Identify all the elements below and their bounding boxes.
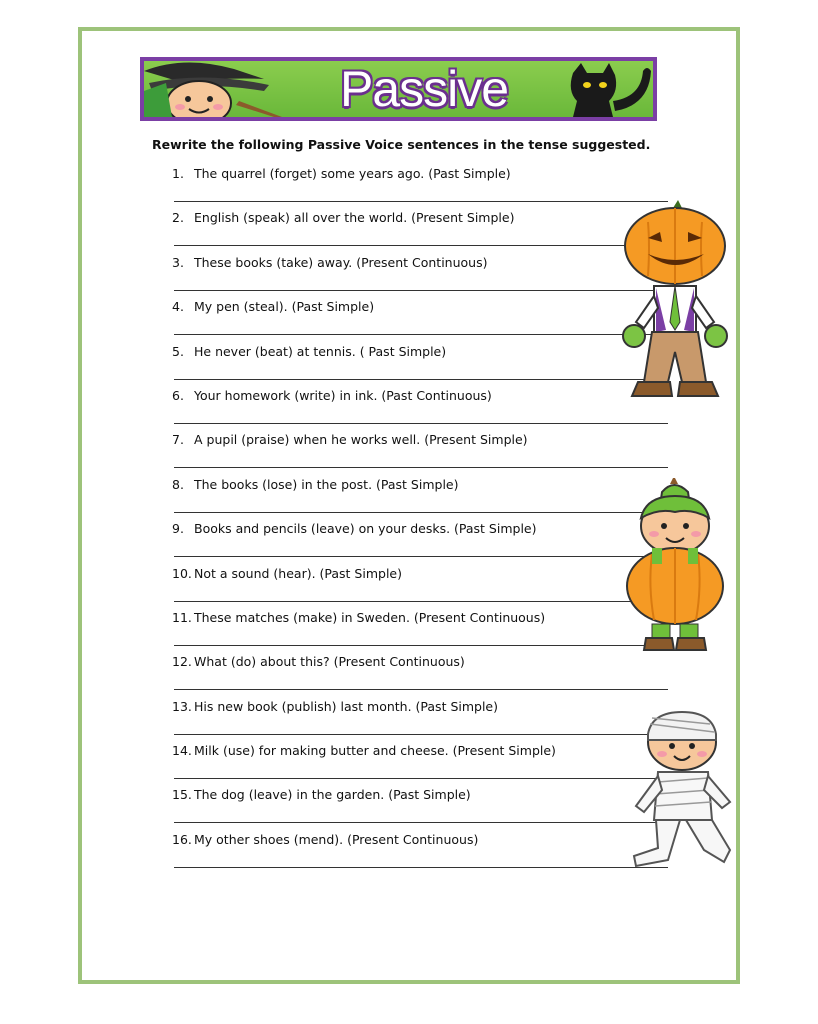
question-number: 4. bbox=[172, 299, 184, 315]
answer-line[interactable] bbox=[174, 601, 668, 602]
question-item bbox=[172, 699, 672, 743]
question-list bbox=[172, 166, 672, 876]
question-text: English (speak) all over the world. (Present Simple) bbox=[194, 210, 515, 226]
question-number: 11. bbox=[172, 609, 192, 625]
question-item bbox=[172, 210, 672, 254]
question-number: 13. bbox=[172, 698, 192, 714]
answer-line[interactable] bbox=[174, 334, 668, 335]
answer-line[interactable] bbox=[174, 379, 668, 380]
answer-line[interactable] bbox=[174, 467, 668, 468]
title-banner bbox=[140, 57, 657, 121]
question-number: 6. bbox=[172, 387, 184, 403]
question-text: My other shoes (mend). (Present Continuous) bbox=[194, 831, 479, 847]
question-item bbox=[172, 521, 672, 565]
question-text: What (do) about this? (Present Continuous) bbox=[194, 654, 465, 670]
black-cat-icon bbox=[563, 61, 653, 117]
question-item bbox=[172, 388, 672, 432]
mummy-kid-icon bbox=[632, 710, 734, 870]
answer-line[interactable] bbox=[174, 245, 668, 246]
question-text: The quarrel (forget) some years ago. (Past Simple) bbox=[194, 166, 511, 181]
answer-line[interactable] bbox=[174, 201, 668, 202]
question-text: Milk (use) for making butter and cheese. (Present Simple) bbox=[194, 743, 556, 759]
question-item bbox=[172, 299, 672, 343]
question-text: My pen (steal). (Past Simple) bbox=[194, 299, 375, 315]
answer-line[interactable] bbox=[174, 556, 668, 557]
question-text: The dog (leave) in the garden. (Past Simple) bbox=[194, 787, 471, 803]
question-text: These books (take) away. (Present Continuous) bbox=[194, 254, 488, 270]
question-text: He never (beat) at tennis. ( Past Simple) bbox=[194, 343, 447, 359]
question-item bbox=[172, 566, 672, 610]
answer-line[interactable] bbox=[174, 645, 668, 646]
question-item bbox=[172, 743, 672, 787]
answer-line[interactable] bbox=[174, 734, 668, 735]
question-text: His new book (publish) last month. (Past Simple) bbox=[194, 698, 499, 714]
answer-line[interactable] bbox=[174, 689, 668, 690]
question-item bbox=[172, 477, 672, 521]
question-number: 5. bbox=[172, 343, 184, 359]
question-text: Books and pencils (leave) on your desks. (Past Simple) bbox=[194, 521, 537, 537]
answer-line[interactable] bbox=[174, 512, 668, 513]
pumpkin-head-scarecrow-icon bbox=[618, 200, 733, 405]
question-text: These matches (make) in Sweden. (Present Continuous) bbox=[194, 609, 546, 625]
question-text: Not a sound (hear). (Past Simple) bbox=[194, 565, 402, 581]
question-text: A pupil (praise) when he works well. (Present Simple) bbox=[194, 432, 528, 448]
question-item bbox=[172, 832, 672, 876]
question-number: 12. bbox=[172, 654, 192, 670]
pumpkin-costume-kid-icon bbox=[622, 478, 727, 653]
question-item bbox=[172, 787, 672, 831]
question-item bbox=[172, 654, 672, 698]
question-number: 1. bbox=[172, 166, 184, 181]
question-item bbox=[172, 344, 672, 388]
question-item bbox=[172, 166, 672, 210]
question-number: 16. bbox=[172, 831, 192, 847]
question-item bbox=[172, 255, 672, 299]
question-number: 10. bbox=[172, 565, 192, 581]
question-number: 8. bbox=[172, 476, 184, 492]
answer-line[interactable] bbox=[174, 290, 668, 291]
question-text: The books (lose) in the post. (Past Simple) bbox=[194, 476, 459, 492]
question-number: 9. bbox=[172, 521, 184, 537]
question-number: 3. bbox=[172, 254, 184, 270]
question-number: 15. bbox=[172, 787, 192, 803]
answer-line[interactable] bbox=[174, 423, 668, 424]
question-number: 14. bbox=[172, 743, 192, 759]
question-number: 2. bbox=[172, 210, 184, 226]
instruction-text: Rewrite the following Passive Voice sentences in the tense suggested. bbox=[152, 137, 651, 152]
question-text: Your homework (write) in ink. (Past Continuous) bbox=[194, 387, 492, 403]
question-item bbox=[172, 610, 672, 654]
answer-line[interactable] bbox=[174, 822, 668, 823]
question-number: 7. bbox=[172, 432, 184, 448]
banner-title: Passive bbox=[339, 61, 509, 117]
question-item bbox=[172, 432, 672, 476]
witch-icon bbox=[144, 61, 284, 117]
answer-line[interactable] bbox=[174, 867, 668, 868]
answer-line[interactable] bbox=[174, 778, 668, 779]
